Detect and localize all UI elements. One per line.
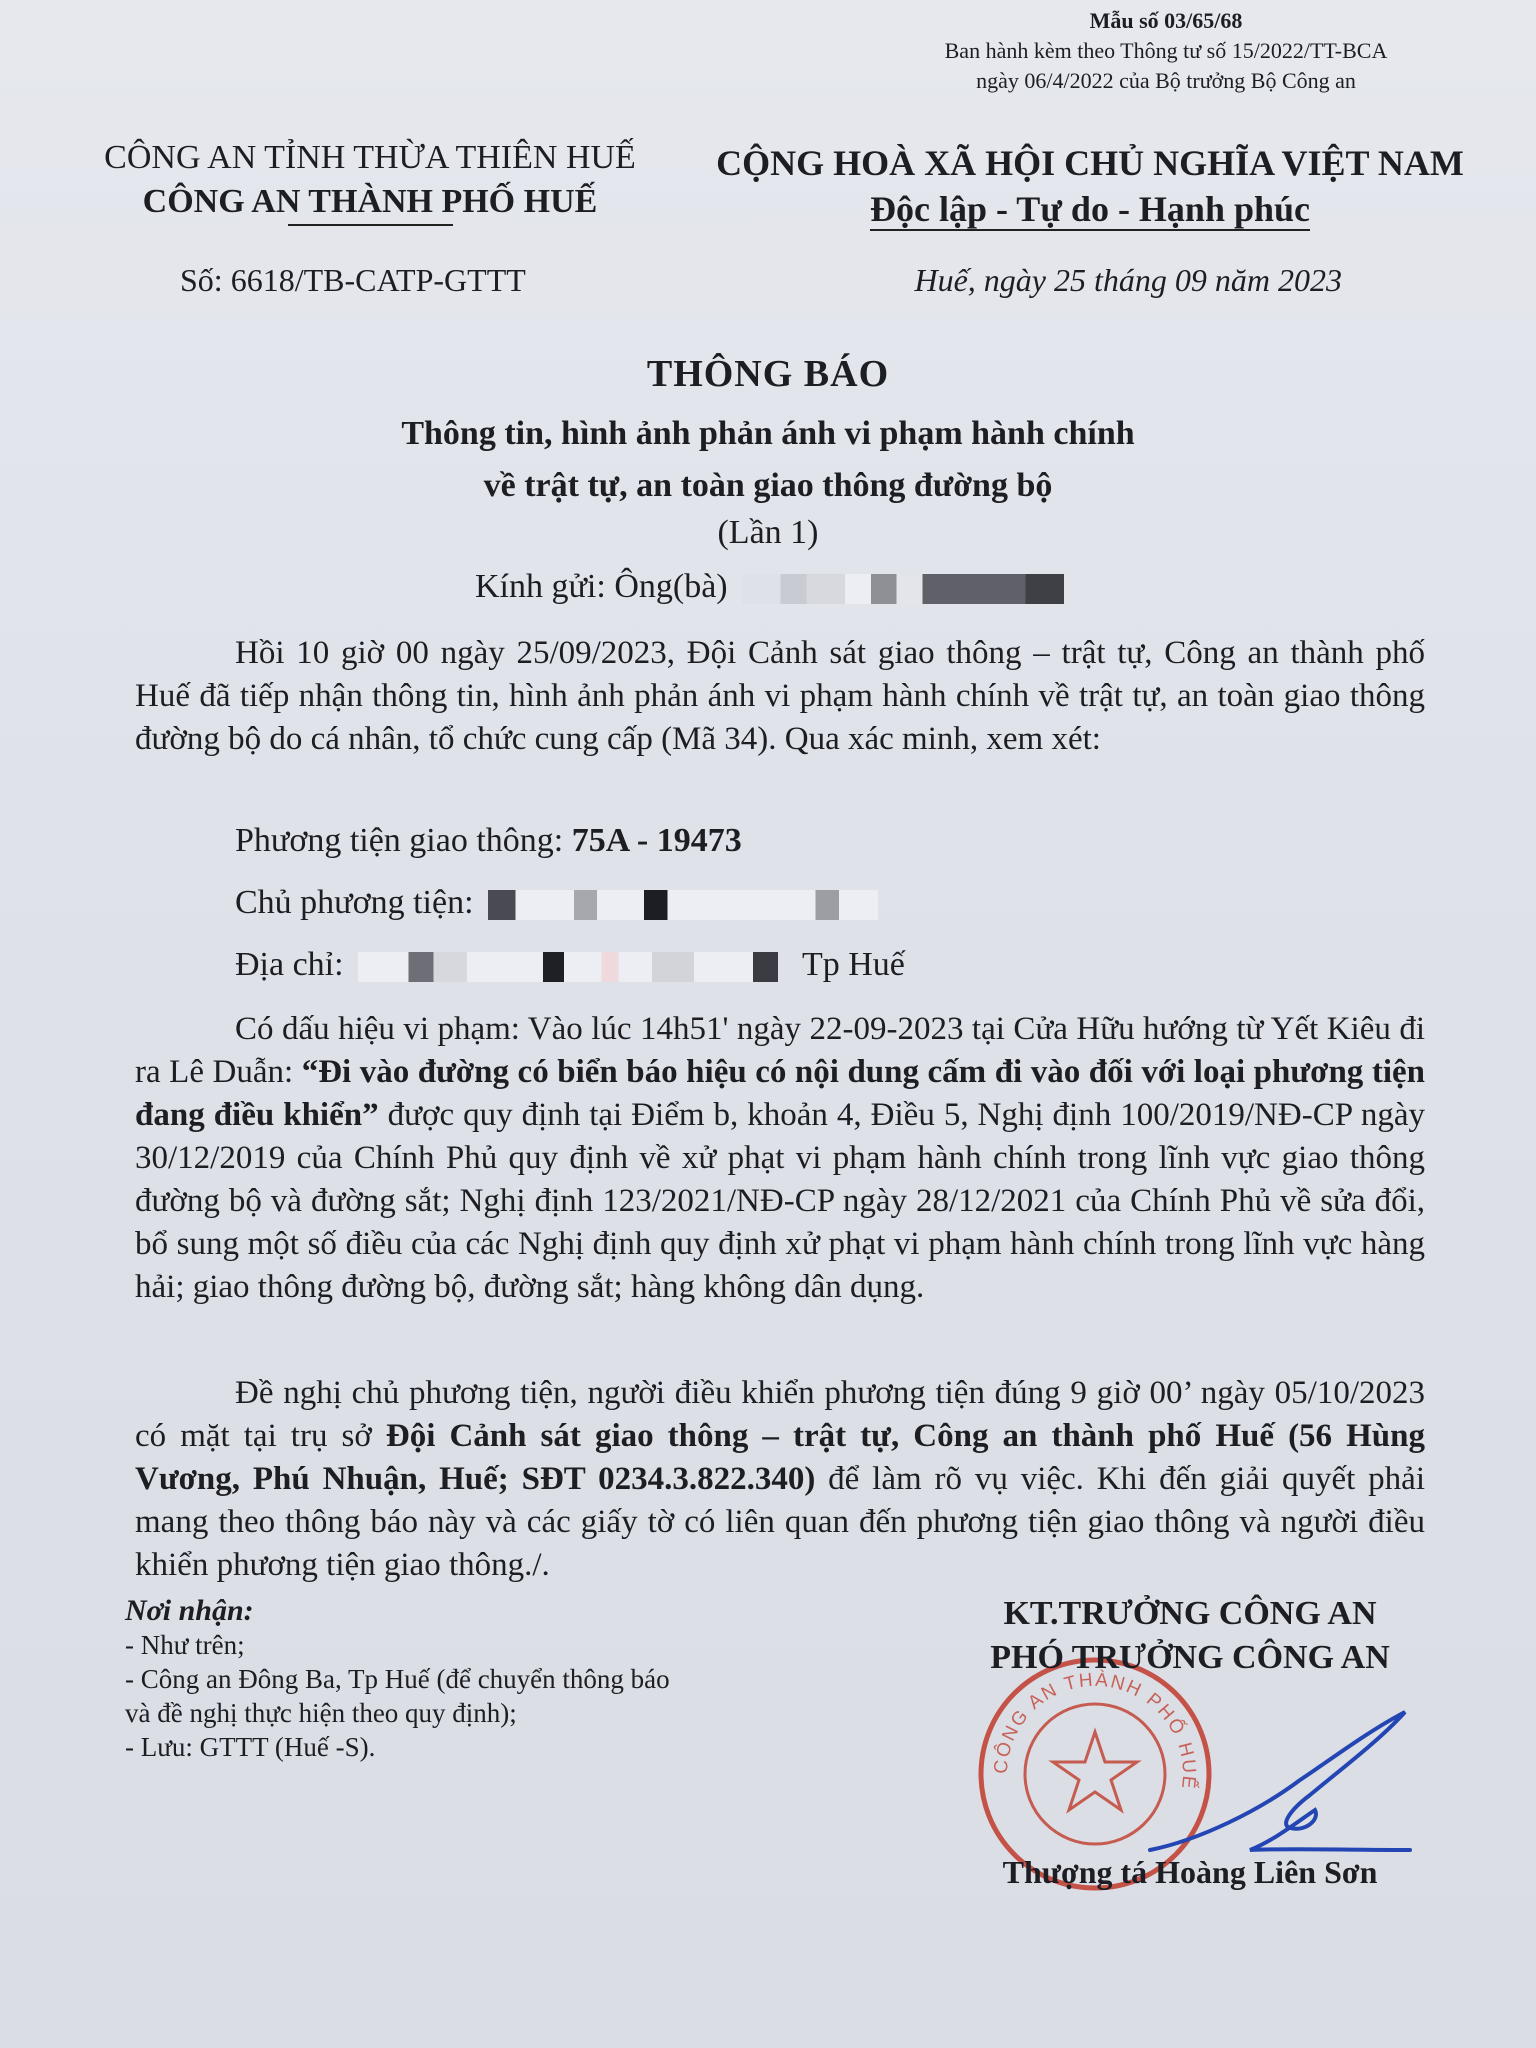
request-section — [135, 1372, 1425, 1587]
document-date: Huế, ngày 25 tháng 09 năm 2023 — [914, 262, 1342, 298]
recipient-item: - Công an Đông Ba, Tp Huế (để chuyển thông báo — [125, 1664, 670, 1694]
request-intro: Đề nghị chủ phương tiện, người điều khiển phương tiện đúng 9 giờ 00’ ngày 05/10/2023 có mặt tại trụ sở — [135, 1375, 1425, 1454]
paragraph-intro: Hồi 10 giờ 00 ngày 25/09/2023, Đội Cảnh sát giao thông – trật tự, Công an thành phố Huế đã tiếp nhận thông tin, hình ảnh phản ánh vi phạm hành chính về trật tự, an toàn giao thông đường bộ do cá nhân, tổ chức cung cấp (Mã 34). Qua xác minh, xem xét: — [135, 635, 1425, 757]
paragraph-request — [135, 1372, 1425, 1587]
document-title: THÔNG BÁO — [646, 353, 890, 395]
handwritten-signature — [1140, 1700, 1420, 1880]
notice-round: (Lần 1) — [717, 514, 819, 551]
agency-underline — [288, 224, 453, 226]
signature-title-block — [920, 1592, 1460, 1680]
recipient-label: Kính gửi: Ông(bà) — [475, 568, 728, 605]
subtitle-line-1: Thông tin, hình ảnh phản ánh vi phạm hành chính — [401, 415, 1135, 452]
nation-name: CỘNG HOÀ XÃ HỘI CHỦ NGHĨA VIỆT NAM — [716, 143, 1464, 183]
vehicle-label: Phương tiện giao thông: — [235, 822, 572, 859]
redacted-owner — [488, 890, 878, 920]
violation-legal-basis: được quy định tại Điểm b, khoản 4, Điều 5, Nghị định 100/2019/NĐ-CP ngày 30/12/2019 của Chính Phủ quy định về xử phạt vi phạm hành chính trong lĩnh vực giao thông đường bộ và đường sắt; Nghị định 123/2021/NĐ-CP ngày 28/12/2021 của Chính Phủ về sửa đổi, bổ sung một số điều của các Nghị định quy định xử phạt vi phạm hành chính trong lĩnh vực hàng hải; giao thông đường bộ, đường sắt; hàng không dân dụng. — [135, 1097, 1425, 1305]
address-city: Tp Huế — [801, 946, 905, 983]
form-issued-line: Ban hành kèm theo Thông tư số 15/2022/TT-BCA — [944, 38, 1388, 63]
address-label: Địa chỉ: — [235, 946, 344, 983]
recipient-item: - Lưu: GTTT (Huế -S). — [125, 1732, 376, 1762]
form-number: Mẫu số 03/65/68 — [1089, 8, 1243, 33]
document-number: Số: 6618/TB-CATP-GTTT — [180, 262, 526, 298]
violation-section — [135, 1008, 1425, 1309]
body-section — [135, 632, 1425, 761]
form-reference — [906, 6, 1426, 96]
recipient-line — [475, 568, 1064, 606]
address-line — [235, 946, 905, 984]
recipient-item: và đề nghị thực hiện theo quy định); — [125, 1698, 517, 1728]
signature-title-1: KT.TRƯỞNG CÔNG AN — [1003, 1595, 1377, 1632]
agency-unit: CÔNG AN THÀNH PHỐ HUẾ — [142, 183, 598, 220]
nation-motto: Độc lập - Tự do - Hạnh phúc — [869, 189, 1311, 229]
subtitle-line-2: về trật tự, an toàn giao thông đường bộ — [483, 467, 1053, 504]
nation-header — [700, 140, 1480, 232]
violation-intro: Có dấu hiệu vi phạm: Vào lúc 14h51' ngày 22-09-2023 tại Cửa Hữu hướng từ Yết Kiêu đi ra Lê Duẫn: — [135, 1011, 1425, 1090]
recipients-label: Nơi nhận: — [125, 1594, 254, 1627]
signature-title-2: PHÓ TRƯỞNG CÔNG AN — [990, 1639, 1390, 1676]
vehicle-plate: 75A - 19473 — [571, 822, 742, 859]
request-place: Đội Cảnh sát giao thông – trật tự, Công an thành phố Huế (56 Hùng Vương, Phú Nhuận, Huế; SĐT 0234.3.822.340) — [135, 1418, 1425, 1497]
paragraph-violation — [135, 1008, 1425, 1309]
seal-ring-text: CÔNG AN THÀNH PHỐ HUẾ — [990, 1669, 1200, 1792]
agency-header — [70, 136, 670, 226]
form-date-line: ngày 06/4/2022 của Bộ trưởng Bộ Công an — [976, 68, 1356, 93]
redacted-name — [742, 574, 1064, 604]
recipient-item: - Như trên; — [125, 1630, 245, 1660]
redacted-address — [358, 952, 778, 982]
request-rest: để làm rõ vụ việc. Khi đến giải quyết phải mang theo thông báo này và các giấy tờ có liên quan đến phương tiện giao thông và người điều khiển phương tiện giao thông./. — [135, 1461, 1425, 1583]
violation-quote: “Đi vào đường có biển báo hiệu có nội dung cấm đi vào đối với loại phương tiện đang điều khiển” — [135, 1054, 1425, 1133]
signer-name: Thượng tá Hoàng Liên Sơn — [1002, 1854, 1378, 1890]
owner-label: Chủ phương tiện: — [235, 884, 474, 921]
agency-parent: CÔNG AN TỈNH THỪA THIÊN HUẾ — [104, 139, 636, 176]
recipients-block — [125, 1594, 825, 1764]
document-subtitle — [0, 408, 1536, 512]
owner-line — [235, 884, 878, 922]
vehicle-line — [235, 822, 742, 860]
